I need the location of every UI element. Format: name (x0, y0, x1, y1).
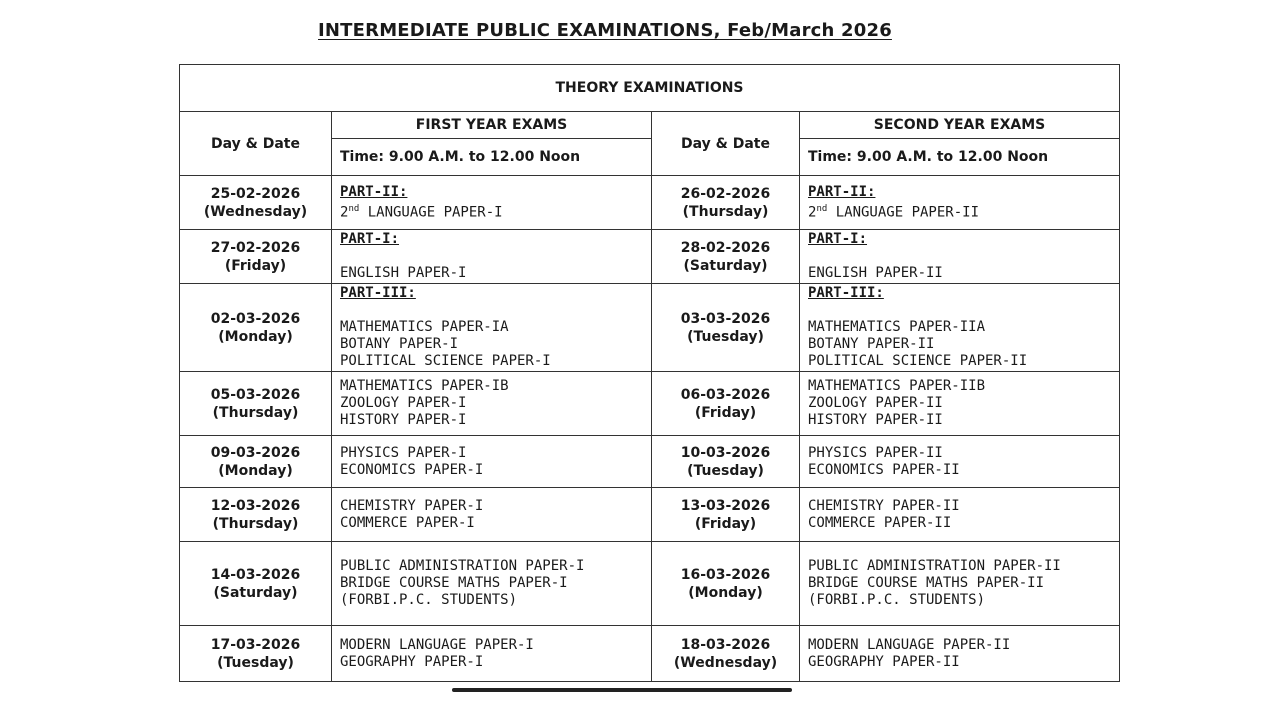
exam-date: 18-03-2026 (680, 636, 771, 653)
first-year-papers (332, 176, 652, 230)
exam-day: (Thursday) (212, 515, 299, 532)
second-year-papers (800, 542, 1120, 626)
second-year-papers (800, 230, 1120, 284)
exam-schedule-table (179, 64, 1120, 682)
first-year-time: Time: 9.00 A.M. to 12.00 Noon (332, 139, 652, 176)
part-label: PART-II: (340, 183, 408, 200)
table-heading-row (180, 65, 1120, 112)
paper-item: COMMERCE PAPER-II (808, 514, 952, 531)
paper-item: ZOOLOGY PAPER-I (340, 395, 467, 411)
paper-item: MATHEMATICS PAPER-IIA (808, 319, 986, 335)
spacer (340, 302, 643, 319)
paper-item: POLITICAL SCIENCE PAPER-II (808, 353, 1028, 369)
paper-item: ENGLISH PAPER-I (340, 265, 467, 281)
paper-item: ECONOMICS PAPER-I (340, 461, 484, 478)
part-label: PART-III: (808, 285, 884, 301)
exam-day: (Friday) (224, 257, 287, 274)
first-year-papers (332, 542, 652, 626)
spacer (340, 248, 643, 265)
spacer (808, 302, 1111, 319)
exam-date: 27-02-2026 (210, 239, 301, 256)
second-year-date (652, 372, 800, 436)
second-year-papers (800, 436, 1120, 488)
first-year-papers (332, 372, 652, 436)
exam-day: (Tuesday) (687, 462, 764, 479)
part-label: PART-II: (808, 183, 876, 200)
exam-date: 13-03-2026 (680, 497, 771, 514)
second-year-date (652, 626, 800, 682)
table-row (180, 436, 1120, 488)
exam-date: 12-03-2026 (210, 497, 301, 514)
table-row (180, 176, 1120, 230)
part-label: PART-I: (340, 231, 400, 247)
second-year-papers (800, 372, 1120, 436)
exam-date: 28-02-2026 (680, 239, 771, 256)
exam-date: 16-03-2026 (680, 566, 771, 583)
exam-day: (Saturday) (213, 584, 298, 601)
spacer (808, 248, 1111, 265)
exam-date: 02-03-2026 (210, 310, 301, 327)
second-year-header: SECOND YEAR EXAMS (800, 112, 1120, 139)
first-year-date (180, 176, 332, 230)
paper-item: HISTORY PAPER-I (340, 412, 467, 428)
paper-item: PUBLIC ADMINISTRATION PAPER-II (808, 558, 1061, 574)
paper-item: ENGLISH PAPER-II (808, 265, 943, 281)
second-year-date (652, 542, 800, 626)
first-year-date (180, 436, 332, 488)
paper-item: PHYSICS PAPER-I (340, 444, 467, 461)
exam-day: (Saturday) (683, 257, 768, 274)
exam-date: 06-03-2026 (680, 386, 771, 403)
theory-examinations-heading: THEORY EXAMINATIONS (180, 65, 1120, 112)
exam-day: (Friday) (694, 515, 757, 532)
first-year-date (180, 372, 332, 436)
first-year-date (180, 230, 332, 284)
header-row (180, 112, 1120, 139)
second-year-date (652, 230, 800, 284)
paper-item: PHYSICS PAPER-II (808, 444, 943, 461)
paper-item: ECONOMICS PAPER-II (808, 461, 960, 478)
first-year-papers (332, 488, 652, 542)
document-title: INTERMEDIATE PUBLIC EXAMINATIONS, Feb/March 2026 (318, 20, 892, 41)
exam-date: 26-02-2026 (680, 185, 771, 202)
paper-item: 2nd LANGUAGE PAPER-II (808, 203, 979, 221)
second-year-date (652, 284, 800, 372)
exam-day: (Wednesday) (203, 203, 308, 220)
paper-item: 2nd LANGUAGE PAPER-I (340, 203, 503, 221)
second-year-papers (800, 284, 1120, 372)
exam-day: (Thursday) (212, 404, 299, 421)
first-year-papers (332, 230, 652, 284)
exam-date: 10-03-2026 (680, 444, 771, 461)
second-year-papers (800, 488, 1120, 542)
paper-item: MODERN LANGUAGE PAPER-II (808, 636, 1011, 653)
first-year-header: FIRST YEAR EXAMS (332, 112, 652, 139)
paper-item: CHEMISTRY PAPER-II (808, 497, 960, 514)
paper-item: MODERN LANGUAGE PAPER-I (340, 636, 534, 653)
table-row (180, 372, 1120, 436)
exam-date: 25-02-2026 (210, 185, 301, 202)
exam-date: 05-03-2026 (210, 386, 301, 403)
paper-item: GEOGRAPHY PAPER-II (808, 653, 960, 670)
exam-day: (Tuesday) (217, 654, 294, 671)
paper-item: MATHEMATICS PAPER-IB (340, 378, 509, 394)
exam-day: (Monday) (218, 462, 293, 479)
second-year-date (652, 176, 800, 230)
scan-edge-bar (452, 688, 792, 692)
exam-day: (Thursday) (682, 203, 769, 220)
first-year-papers (332, 436, 652, 488)
table-row (180, 284, 1120, 372)
paper-item: (FORBI.P.C. STUDENTS) (808, 592, 986, 608)
paper-item: MATHEMATICS PAPER-IIB (808, 378, 986, 394)
exam-day: (Tuesday) (687, 328, 764, 345)
exam-day: (Friday) (694, 404, 757, 421)
paper-item: CHEMISTRY PAPER-I (340, 497, 484, 514)
second-year-papers (800, 626, 1120, 682)
paper-item: (FORBI.P.C. STUDENTS) (340, 592, 518, 608)
table-row (180, 542, 1120, 626)
second-year-date (652, 436, 800, 488)
part-label: PART-III: (340, 285, 416, 301)
day-date-header-first: Day & Date (180, 112, 332, 176)
exam-date: 17-03-2026 (210, 636, 301, 653)
paper-item: GEOGRAPHY PAPER-I (340, 653, 484, 670)
part-label: PART-I: (808, 231, 868, 247)
table-row (180, 488, 1120, 542)
exam-date: 14-03-2026 (210, 566, 301, 583)
second-year-time: Time: 9.00 A.M. to 12.00 Noon (800, 139, 1120, 176)
first-year-date (180, 488, 332, 542)
exam-day: (Monday) (218, 328, 293, 345)
exam-date: 09-03-2026 (210, 444, 301, 461)
first-year-date (180, 626, 332, 682)
paper-item: MATHEMATICS PAPER-IA (340, 319, 509, 335)
paper-item: ZOOLOGY PAPER-II (808, 395, 943, 411)
table-row (180, 626, 1120, 682)
second-year-papers (800, 176, 1120, 230)
first-year-papers (332, 626, 652, 682)
first-year-date (180, 284, 332, 372)
exam-day: (Monday) (688, 584, 763, 601)
table-row (180, 230, 1120, 284)
paper-item: BOTANY PAPER-II (808, 336, 935, 352)
exam-date: 03-03-2026 (680, 310, 771, 327)
paper-item: BOTANY PAPER-I (340, 336, 459, 352)
paper-item: PUBLIC ADMINISTRATION PAPER-I (340, 558, 585, 574)
first-year-papers (332, 284, 652, 372)
first-year-date (180, 542, 332, 626)
second-year-date (652, 488, 800, 542)
paper-item: COMMERCE PAPER-I (340, 514, 475, 531)
paper-item: BRIDGE COURSE MATHS PAPER-I (340, 575, 568, 591)
paper-item: HISTORY PAPER-II (808, 412, 943, 428)
exam-day: (Wednesday) (673, 654, 778, 671)
paper-item: POLITICAL SCIENCE PAPER-I (340, 353, 551, 369)
day-date-header-second: Day & Date (652, 112, 800, 176)
paper-item: BRIDGE COURSE MATHS PAPER-II (808, 575, 1045, 591)
